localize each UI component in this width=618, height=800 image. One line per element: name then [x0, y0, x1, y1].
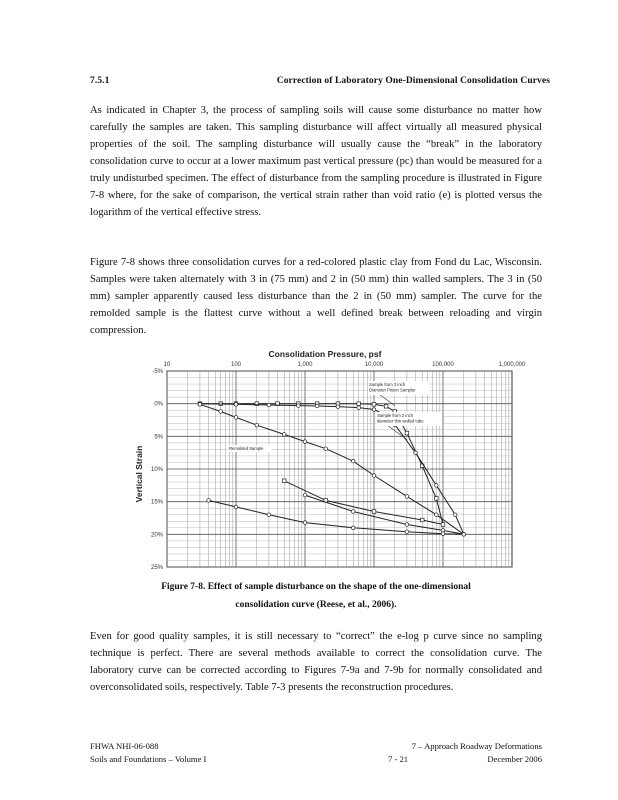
- footer-date: December 2006: [487, 754, 542, 764]
- data-point: [405, 495, 409, 499]
- data-point: [435, 513, 439, 517]
- data-point: [405, 530, 409, 534]
- caption-line-2: consolidation curve (Reese, et al., 2006).: [235, 600, 397, 610]
- footer-chapter: 7 – Approach Roadway Deformations: [411, 741, 542, 751]
- y-tick-label: 20%: [150, 532, 163, 539]
- y-tick-label: 5%: [154, 434, 163, 441]
- annotation-label: Remolded Sample: [229, 446, 264, 451]
- x-tick-label: 10,000: [364, 362, 384, 368]
- data-point: [420, 518, 424, 522]
- data-point: [219, 410, 223, 414]
- data-point: [441, 523, 445, 527]
- data-point: [234, 403, 238, 407]
- data-point: [414, 451, 418, 455]
- data-point: [441, 532, 445, 536]
- data-point: [372, 474, 376, 478]
- y-tick-label: 15%: [150, 499, 163, 506]
- data-point: [303, 493, 307, 497]
- data-point: [351, 510, 355, 514]
- x-tick-labels: [164, 362, 526, 368]
- data-point: [267, 403, 271, 407]
- annotation-label: Sample from 3 inch Diameter Piston Sampler: [369, 382, 416, 393]
- figure-caption: [90, 578, 542, 614]
- paragraph-disturbance: As indicated in Chapter 3, the process of sampling soils will cause some disturbance no matter how carefully the samples are taken. This sampling disturbance will affect virtually all measured physical properties of the soil. The sampling disturbance will usually cause the “break” in the laboratory consolidation curve to occur at a lower maximum past vertical pressure (pc) than would be measured for a truly undisturbed specimen. The effect of disturbance from the sampling procedure is illustrated in Figure 7-8 where, for the sake of comparison, the vertical strain rather than void ratio (e) is plotted versus the logarithm of the vertical effective stress.: [90, 105, 542, 218]
- data-point: [303, 521, 307, 525]
- caption-line-1: Figure 7-8. Effect of sample disturbance on the shape of the one-dimensional: [161, 582, 471, 592]
- data-point: [303, 440, 307, 444]
- data-point: [297, 404, 301, 408]
- chart-grid: [167, 371, 512, 567]
- data-point: [357, 402, 361, 406]
- section-number: 7.5.1: [90, 76, 110, 86]
- chart-title: Consolidation Pressure, psf: [268, 349, 382, 359]
- data-point: [315, 404, 319, 408]
- y-tick-label: 10%: [150, 467, 163, 473]
- x-tick-label: 100: [230, 362, 242, 368]
- paragraph-correction: Even for good quality samples, it is still necessary to “correct” the e-log p curve since no sampling technique is perfect. There are several methods available to correct the consolidation curve. The laboratory curve can be corrected according to Figures 7-9a and 7-9b for normally consolidated and overconsolidated soils, respectively. Table 7-3 presents the reconstruction procedures.: [90, 631, 542, 693]
- data-point: [255, 423, 259, 427]
- footer-volume: Soils and Foundations – Volume I: [90, 754, 207, 764]
- annotation-label: Sample from 2 inch diameter thin walled tube: [377, 413, 424, 424]
- data-point: [234, 416, 238, 420]
- data-point: [372, 403, 376, 407]
- x-tick-label: 10: [163, 362, 171, 368]
- x-tick-label: 1,000: [297, 362, 313, 368]
- footer-row-2: [90, 754, 542, 764]
- data-point: [405, 523, 409, 527]
- data-point: [384, 404, 388, 408]
- data-point: [234, 505, 238, 509]
- x-tick-label: 100,000: [432, 362, 454, 368]
- data-point: [324, 447, 328, 451]
- data-point: [357, 406, 361, 410]
- data-point: [207, 499, 211, 503]
- section-title: Correction of Laboratory One-Dimensional Consolidation Curves: [276, 76, 550, 86]
- footer-row-1: [90, 741, 542, 751]
- data-point: [435, 497, 439, 501]
- data-point: [372, 408, 376, 412]
- y-tick-labels: [151, 369, 164, 571]
- data-point: [198, 403, 202, 407]
- page-number: 7 - 21: [388, 754, 409, 764]
- section-heading: [90, 76, 550, 86]
- data-point: [453, 513, 457, 517]
- footer-doc-id: FHWA NHI-06-088: [90, 741, 159, 751]
- data-point: [372, 510, 376, 514]
- y-tick-label: 0%: [154, 401, 163, 408]
- consolidation-chart: [132, 349, 526, 571]
- data-point: [351, 526, 355, 530]
- data-point: [462, 533, 466, 537]
- chart-annotations: [228, 381, 442, 452]
- chart-ylabel: Vertical Strain: [134, 445, 144, 503]
- data-point: [282, 479, 286, 483]
- data-point: [435, 484, 439, 488]
- data-point: [267, 513, 271, 517]
- y-tick-label: -5%: [152, 369, 163, 375]
- x-tick-label: 1,000,000: [498, 362, 526, 368]
- data-point: [336, 405, 340, 409]
- data-point: [405, 431, 409, 435]
- data-point: [351, 459, 355, 463]
- y-tick-label: 25%: [150, 565, 163, 571]
- data-point: [282, 433, 286, 437]
- paragraph-figure-description: Figure 7-8 shows three consolidation curves for a red-colored plastic clay from Fond du Lac, Wisconsin. Samples were taken alternately with 3 in (75 mm) and 2 in (50 mm) thin walled samplers. The 3 in (50 mm) sampler apparently caused less disturbance than the 2 in (50 mm) sampler. The curve for the remolded sample is the flattest curve without a well defined break between reloading and virgin compression.: [90, 257, 542, 336]
